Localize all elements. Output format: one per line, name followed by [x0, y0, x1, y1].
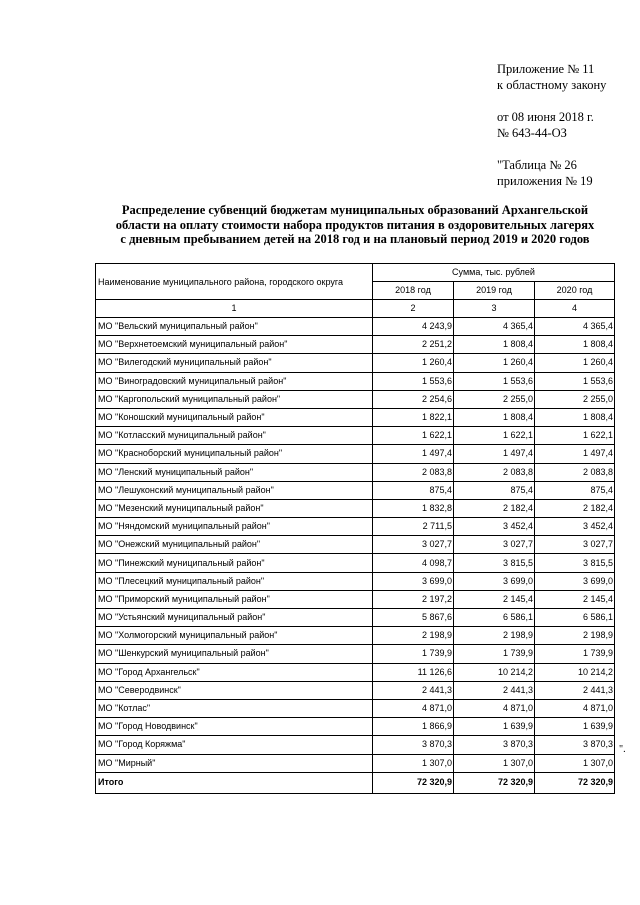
- appendix-ref: приложения № 19: [497, 173, 593, 188]
- municipality-name: МО "Шенкурский муниципальный район": [96, 645, 373, 663]
- value-2018: 2 441,3: [373, 681, 454, 699]
- municipality-name: МО "Красноборский муниципальный район": [96, 445, 373, 463]
- value-2018: 4 871,0: [373, 699, 454, 717]
- value-2019: 2 145,4: [454, 590, 535, 608]
- value-2019: 2 182,4: [454, 499, 535, 517]
- value-2019: 3 815,5: [454, 554, 535, 572]
- total-2018: 72 320,9: [373, 772, 454, 793]
- value-2020: 3 870,3: [535, 736, 615, 754]
- value-2019: 2 441,3: [454, 681, 535, 699]
- table-row: [96, 754, 615, 772]
- municipality-name: МО "Устьянский муниципальный район": [96, 609, 373, 627]
- value-2020: 1 622,1: [535, 427, 615, 445]
- table-row: [96, 499, 615, 517]
- value-2019: 3 027,7: [454, 536, 535, 554]
- value-2019: 3 452,4: [454, 518, 535, 536]
- table-row: [96, 663, 615, 681]
- table-row: [96, 318, 615, 336]
- table-row: [96, 445, 615, 463]
- value-2019: 2 083,8: [454, 463, 535, 481]
- col-number-1: 1: [96, 300, 373, 318]
- municipality-name: МО "Плесецкий муниципальный район": [96, 572, 373, 590]
- title-line-1: Распределение субвенций бюджетам муниципальных образований Архангельской: [121, 203, 589, 217]
- value-2019: 1 497,4: [454, 445, 535, 463]
- title-line-3: с дневным пребыванием детей на 2018 год и на плановый период 2019 и 2020 годов: [120, 232, 590, 246]
- value-2020: 2 182,4: [535, 499, 615, 517]
- value-2018: 1 622,1: [373, 427, 454, 445]
- value-2018: 1 307,0: [373, 754, 454, 772]
- value-2018: 875,4: [373, 481, 454, 499]
- col-header-name: Наименование муниципального района, городского округа: [96, 264, 373, 300]
- municipality-name: МО "Лешуконский муниципальный район": [96, 481, 373, 499]
- value-2020: 3 699,0: [535, 572, 615, 590]
- value-2019: 6 586,1: [454, 609, 535, 627]
- table-number: "Таблица № 26: [497, 158, 577, 172]
- municipality-name: МО "Онежский муниципальный район": [96, 536, 373, 554]
- value-2019: 1 808,4: [454, 408, 535, 426]
- table-row: [96, 627, 615, 645]
- total-2019: 72 320,9: [454, 772, 535, 793]
- table-row: [96, 590, 615, 608]
- value-2018: 3 027,7: [373, 536, 454, 554]
- value-2020: 10 214,2: [535, 663, 615, 681]
- value-2018: 2 083,8: [373, 463, 454, 481]
- value-2018: 4 243,9: [373, 318, 454, 336]
- value-2020: 2 441,3: [535, 681, 615, 699]
- appendix-law-ref: к областному закону: [497, 77, 607, 92]
- municipality-name: МО "Вилегодский муниципальный район": [96, 354, 373, 372]
- municipality-name: МО "Северодвинск": [96, 681, 373, 699]
- table-row: [96, 736, 615, 754]
- table-row: [96, 372, 615, 390]
- table-row: [96, 645, 615, 663]
- value-2018: 2 197,2: [373, 590, 454, 608]
- value-2020: 1 639,9: [535, 718, 615, 736]
- table-row: [96, 336, 615, 354]
- value-2019: 2 255,0: [454, 390, 535, 408]
- value-2020: 2 145,4: [535, 590, 615, 608]
- value-2019: 10 214,2: [454, 663, 535, 681]
- value-2019: 1 622,1: [454, 427, 535, 445]
- table-row: [96, 554, 615, 572]
- value-2018: 5 867,6: [373, 609, 454, 627]
- value-2018: 1 832,8: [373, 499, 454, 517]
- value-2018: 1 822,1: [373, 408, 454, 426]
- value-2020: 4 365,4: [535, 318, 615, 336]
- value-2018: 1 260,4: [373, 354, 454, 372]
- table-row: [96, 718, 615, 736]
- value-2020: 3 815,5: [535, 554, 615, 572]
- municipality-name: МО "Каргопольский муниципальный район": [96, 390, 373, 408]
- municipality-name: МО "Мезенский муниципальный район": [96, 499, 373, 517]
- municipality-name: МО "Мирный": [96, 754, 373, 772]
- table-row: [96, 699, 615, 717]
- municipality-name: МО "Пинежский муниципальный район": [96, 554, 373, 572]
- value-2020: 875,4: [535, 481, 615, 499]
- table-row: [96, 518, 615, 536]
- municipality-name: МО "Вельский муниципальный район": [96, 318, 373, 336]
- value-2019: 4 871,0: [454, 699, 535, 717]
- value-2020: 3 452,4: [535, 518, 615, 536]
- table-row: [96, 681, 615, 699]
- table-row: [96, 390, 615, 408]
- municipality-name: МО "Коношский муниципальный район": [96, 408, 373, 426]
- table-row: [96, 481, 615, 499]
- municipality-name: МО "Котлас": [96, 699, 373, 717]
- value-2019: 4 365,4: [454, 318, 535, 336]
- value-2019: 1 260,4: [454, 354, 535, 372]
- document-title: [96, 203, 614, 247]
- value-2020: 1 260,4: [535, 354, 615, 372]
- value-2018: 2 198,9: [373, 627, 454, 645]
- total-row: [96, 772, 615, 793]
- value-2020: 2 255,0: [535, 390, 615, 408]
- value-2020: 1 808,4: [535, 408, 615, 426]
- col-header-2019: 2019 год: [454, 282, 535, 300]
- total-label: Итого: [96, 772, 373, 793]
- law-date: от 08 июня 2018 г.: [497, 110, 594, 124]
- value-2018: 2 254,6: [373, 390, 454, 408]
- appendix-number: Приложение № 11: [497, 62, 595, 76]
- municipality-name: МО "Верхнетоемский муниципальный район": [96, 336, 373, 354]
- value-2020: 1 808,4: [535, 336, 615, 354]
- law-number: № 643-44-ОЗ: [497, 125, 567, 140]
- value-2019: 1 739,9: [454, 645, 535, 663]
- value-2018: 2 711,5: [373, 518, 454, 536]
- value-2018: 1 497,4: [373, 445, 454, 463]
- municipality-name: МО "Виноградовский муниципальный район": [96, 372, 373, 390]
- value-2018: 1 739,9: [373, 645, 454, 663]
- col-header-sum: Сумма, тыс. рублей: [373, 264, 615, 282]
- municipality-name: МО "Город Новодвинск": [96, 718, 373, 736]
- value-2020: 2 198,9: [535, 627, 615, 645]
- municipality-name: МО "Холмогорский муниципальный район": [96, 627, 373, 645]
- value-2020: 4 871,0: [535, 699, 615, 717]
- value-2020: 3 027,7: [535, 536, 615, 554]
- municipality-name: МО "Приморский муниципальный район": [96, 590, 373, 608]
- table-row: [96, 536, 615, 554]
- value-2019: 1 639,9: [454, 718, 535, 736]
- value-2019: 1 307,0: [454, 754, 535, 772]
- total-2020: 72 320,9: [535, 772, 615, 793]
- value-2020: 1 307,0: [535, 754, 615, 772]
- value-2018: 3 699,0: [373, 572, 454, 590]
- table-row: [96, 354, 615, 372]
- value-2020: 1 497,4: [535, 445, 615, 463]
- col-number-4: 4: [535, 300, 615, 318]
- municipality-name: МО "Город Коряжма": [96, 736, 373, 754]
- municipality-name: МО "Котласский муниципальный район": [96, 427, 373, 445]
- value-2018: 11 126,6: [373, 663, 454, 681]
- value-2019: 1 553,6: [454, 372, 535, 390]
- municipality-name: МО "Няндомский муниципальный район": [96, 518, 373, 536]
- table-row: [96, 572, 615, 590]
- table-row: [96, 408, 615, 426]
- col-number-2: 2: [373, 300, 454, 318]
- table-row: [96, 463, 615, 481]
- value-2018: 4 098,7: [373, 554, 454, 572]
- col-header-2018: 2018 год: [373, 282, 454, 300]
- value-2018: 2 251,2: [373, 336, 454, 354]
- col-number-3: 3: [454, 300, 535, 318]
- value-2019: 875,4: [454, 481, 535, 499]
- appendix-header: [497, 62, 637, 189]
- value-2019: 3 870,3: [454, 736, 535, 754]
- table-row: [96, 609, 615, 627]
- col-header-2020: 2020 год: [535, 282, 615, 300]
- value-2020: 1 553,6: [535, 372, 615, 390]
- value-2020: 2 083,8: [535, 463, 615, 481]
- title-line-2: области на оплату стоимости набора продуктов питания в оздоровительных лагерях: [115, 217, 595, 232]
- value-2020: 1 739,9: [535, 645, 615, 663]
- table-row: [96, 427, 615, 445]
- value-2019: 2 198,9: [454, 627, 535, 645]
- municipality-name: МО "Город Архангельск": [96, 663, 373, 681]
- value-2018: 1 553,6: [373, 372, 454, 390]
- value-2018: 1 866,9: [373, 718, 454, 736]
- value-2019: 3 699,0: [454, 572, 535, 590]
- subsidy-table: [95, 263, 615, 794]
- value-2018: 3 870,3: [373, 736, 454, 754]
- closing-quote: ".: [619, 744, 626, 755]
- value-2020: 6 586,1: [535, 609, 615, 627]
- value-2019: 1 808,4: [454, 336, 535, 354]
- municipality-name: МО "Ленский муниципальный район": [96, 463, 373, 481]
